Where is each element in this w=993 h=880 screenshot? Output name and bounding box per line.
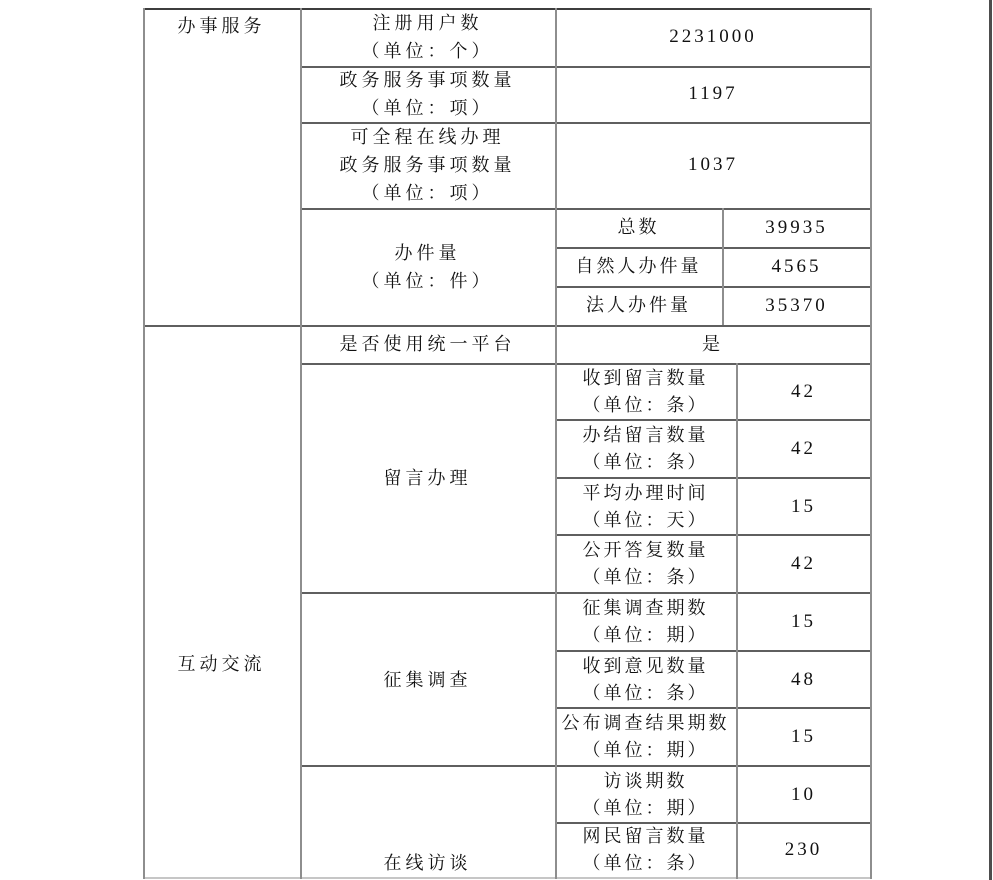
msg-avg-time-unit-text: （单位：天） xyxy=(582,509,709,530)
row-service-items-label xyxy=(300,66,555,122)
interview-periods-value-text: 10 xyxy=(791,783,816,805)
online-items-label2: 政务服务事项数量 xyxy=(339,155,516,175)
group-label-caseload xyxy=(300,208,555,325)
survey-periods-label-text: 征集调查期数 xyxy=(582,598,709,618)
group-label-surveys xyxy=(300,593,555,766)
caseload-legal-value-text: 35370 xyxy=(765,294,828,316)
survey-results-value xyxy=(736,708,871,766)
interview-netizen-msgs-label xyxy=(555,823,736,877)
msg-public-reply-value-text: 42 xyxy=(791,553,816,574)
msg-public-reply-label xyxy=(555,535,736,593)
page-edge-line xyxy=(989,0,992,880)
msg-avg-time-label xyxy=(555,478,736,535)
survey-opinions-label xyxy=(555,651,736,708)
msg-completed-label-text: 办结留言数量 xyxy=(582,425,709,445)
row-registered-users-label xyxy=(300,8,555,66)
caseload-total-value-text: 39935 xyxy=(765,216,828,238)
service-items-value: 1197 xyxy=(688,83,738,104)
row-registered-users-value xyxy=(555,8,871,66)
msg-public-reply-unit-text: （单位：条） xyxy=(582,567,709,587)
unified-platform-value: 是 xyxy=(702,334,724,354)
msg-avg-time-label-text: 平均办理时间 xyxy=(582,482,709,503)
interview-netizen-msgs-label-text: 网民留言数量 xyxy=(582,826,709,846)
online-items-value: 1037 xyxy=(688,154,738,175)
msg-avg-time-value xyxy=(736,478,871,535)
survey-results-unit-text: （单位：期） xyxy=(582,740,709,760)
survey-opinions-value-text: 48 xyxy=(791,668,816,690)
msg-received-label xyxy=(555,363,736,420)
msg-received-unit-text: （单位：条） xyxy=(582,394,709,415)
row-service-items-value xyxy=(555,66,871,122)
interview-netizen-msgs-unit-text: （单位：条） xyxy=(582,853,709,873)
service-items-unit: （单位：项） xyxy=(361,98,494,118)
caseload-total-value xyxy=(722,208,871,247)
caseload-individual-value-text: 4565 xyxy=(771,255,822,277)
survey-opinions-unit-text: （单位：条） xyxy=(582,682,709,703)
row-online-items-label xyxy=(300,122,555,208)
online-items-label1: 可全程在线办理 xyxy=(350,127,505,147)
msg-received-value xyxy=(736,363,871,420)
caseload-individual-label xyxy=(555,247,722,286)
msg-avg-time-value-text: 15 xyxy=(791,495,816,517)
table-left-border xyxy=(143,8,145,879)
msg-completed-unit-text: （单位：条） xyxy=(582,452,709,472)
caseload-total-label xyxy=(555,208,722,247)
interview-netizen-msgs-value xyxy=(736,823,871,877)
caseload-label: 办件量 xyxy=(394,242,461,263)
section-label-interaction-text: 互动交流 xyxy=(177,654,266,674)
msg-completed-label xyxy=(555,420,736,478)
msg-completed-value-text: 42 xyxy=(791,438,816,459)
survey-periods-value xyxy=(736,593,871,651)
caseload-individual-label-text: 自然人办件量 xyxy=(575,256,702,276)
survey-periods-value-text: 15 xyxy=(791,611,816,632)
interview-netizen-msgs-value-text: 230 xyxy=(784,839,823,860)
unified-platform-label: 是否使用统一平台 xyxy=(339,334,516,354)
survey-results-label-text: 公布调查结果期数 xyxy=(561,713,730,733)
caseload-unit: （单位：件） xyxy=(361,270,494,291)
message-handling-label: 留言办理 xyxy=(383,468,472,488)
registered-users-label: 注册用户数 xyxy=(372,13,483,33)
msg-public-reply-label-text: 公开答复数量 xyxy=(582,540,709,560)
online-items-unit: （单位：项） xyxy=(361,183,494,203)
group-label-interviews xyxy=(300,848,555,878)
survey-results-label xyxy=(555,708,736,766)
caseload-legal-label-text: 法人办件量 xyxy=(586,295,691,315)
registered-users-unit: （单位：个） xyxy=(361,41,494,61)
survey-results-value-text: 15 xyxy=(791,726,816,747)
interview-periods-unit-text: （单位：期） xyxy=(582,797,709,818)
caseload-legal-value xyxy=(722,286,871,325)
row-unified-platform-label xyxy=(300,325,555,363)
section-label-service-text: 办事服务 xyxy=(177,16,266,36)
interviews-label: 在线访谈 xyxy=(383,853,472,873)
caseload-legal-label xyxy=(555,286,722,325)
interview-periods-value xyxy=(736,766,871,823)
survey-opinions-label-text: 收到意见数量 xyxy=(582,655,709,676)
service-items-label: 政务服务事项数量 xyxy=(339,70,516,90)
surveys-label: 征集调查 xyxy=(383,669,472,690)
msg-public-reply-value xyxy=(736,535,871,593)
registered-users-value: 2231000 xyxy=(669,26,757,47)
interview-periods-label-text: 访谈期数 xyxy=(603,770,688,791)
msg-received-label-text: 收到留言数量 xyxy=(582,367,709,388)
interview-periods-label xyxy=(555,766,736,823)
row-online-items-value xyxy=(555,122,871,208)
section-label-interaction xyxy=(143,650,300,678)
survey-periods-label xyxy=(555,593,736,651)
survey-opinions-value xyxy=(736,651,871,708)
survey-periods-unit-text: （单位：期） xyxy=(582,625,709,645)
section-label-service xyxy=(143,8,300,44)
caseload-total-label-text: 总数 xyxy=(617,217,660,237)
caseload-individual-value xyxy=(722,247,871,286)
row-unified-platform-value xyxy=(555,325,871,363)
group-label-message-handling xyxy=(300,363,555,593)
msg-completed-value xyxy=(736,420,871,478)
msg-received-value-text: 42 xyxy=(791,380,816,402)
